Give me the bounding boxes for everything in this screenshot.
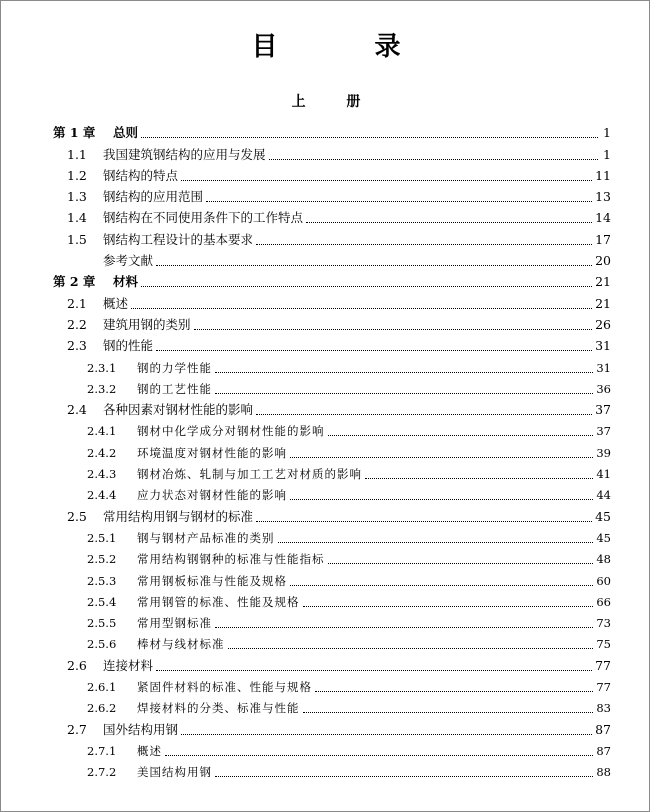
toc-entry-title: 常用钢管的标准、性能及规格: [137, 594, 300, 609]
volume-heading: 上 册: [291, 94, 379, 110]
toc-entry-title: 钢的性能: [103, 338, 154, 354]
toc-entry-page-number: 60: [596, 573, 611, 588]
toc-entry-page-number: 21: [595, 274, 611, 290]
toc-entry-page-number: 17: [595, 231, 611, 247]
toc-entry-title: 应力状态对钢材性能的影响: [137, 488, 287, 503]
dot-leader: [141, 137, 598, 138]
toc-entry-page-number: 13: [595, 189, 611, 205]
toc-section-entry[interactable]: [53, 249, 611, 270]
toc-entry-number: 2.3.1: [87, 360, 117, 375]
toc-entry-number: 2.4.3: [87, 467, 117, 482]
page-title: 目 录: [251, 32, 445, 62]
toc-entry-number: 2.5.3: [87, 573, 117, 588]
toc-entry-page-number: 31: [595, 338, 611, 354]
dot-leader: [290, 499, 593, 500]
toc-entry-title: 钢结构的应用范围: [103, 189, 204, 205]
toc-entry-page-number: 87: [595, 721, 611, 737]
dot-leader: [156, 670, 592, 671]
toc-entry-title: 钢结构的特点: [103, 167, 179, 183]
toc-section-entry[interactable]: [53, 185, 611, 206]
toc-entry-page-number: 11: [595, 167, 611, 183]
toc-section-entry[interactable]: [53, 355, 611, 376]
toc-section-entry[interactable]: [53, 462, 611, 483]
toc-entry-title: 材料: [113, 274, 139, 290]
dot-leader: [156, 265, 592, 266]
dot-leader: [303, 606, 594, 607]
toc-entry-number: 2.5.2: [87, 552, 117, 567]
toc-entry-page-number: 87: [596, 743, 611, 758]
toc-entry-page-number: 44: [596, 488, 611, 503]
toc-entry-title: 连接材料: [103, 657, 154, 673]
dot-leader: [256, 244, 592, 245]
toc-entry-number: 2.7: [67, 721, 87, 737]
toc-entry-page-number: 77: [595, 657, 611, 673]
toc-entry-title: 各种因素对钢材性能的影响: [103, 402, 254, 418]
toc-entry-title: 美国结构用钢: [137, 765, 212, 780]
toc-chapter-entry[interactable]: [53, 270, 611, 291]
toc-entry-title: 钢材中化学成分对钢材性能的影响: [137, 424, 325, 439]
toc-section-entry[interactable]: [53, 526, 611, 547]
dot-leader: [228, 648, 594, 649]
toc-entry-number: 2.5.1: [87, 530, 117, 545]
toc-section-entry[interactable]: [53, 653, 611, 674]
dot-leader: [328, 563, 594, 564]
toc-entry-title: 钢的力学性能: [137, 360, 212, 375]
toc-entry-page-number: 36: [596, 381, 611, 396]
toc-section-entry[interactable]: [53, 398, 611, 419]
toc-section-entry[interactable]: [53, 377, 611, 398]
dot-leader: [269, 159, 598, 160]
dot-leader: [303, 712, 594, 713]
toc-entry-number: 1.2: [67, 167, 87, 183]
toc-entry-page-number: 39: [596, 445, 611, 460]
dot-leader: [194, 329, 593, 330]
dot-leader: [306, 222, 592, 223]
dot-leader: [278, 542, 594, 543]
toc-section-entry[interactable]: [53, 142, 611, 163]
toc-section-entry[interactable]: [53, 611, 611, 632]
toc-section-entry[interactable]: [53, 440, 611, 461]
toc-entry-number: 1.3: [67, 189, 87, 205]
toc-entry-page-number: 45: [596, 530, 611, 545]
toc-entry-number: 2.6: [67, 657, 87, 673]
toc-entry-title: 总则: [113, 125, 139, 141]
dot-leader: [365, 478, 593, 479]
toc-entry-page-number: 45: [595, 508, 611, 524]
toc-entry-page-number: 14: [595, 210, 611, 226]
dot-leader: [215, 372, 593, 373]
toc-entry-page-number: 75: [596, 637, 611, 652]
toc-entry-page-number: 1: [603, 125, 611, 141]
toc-section-entry[interactable]: [53, 419, 611, 440]
toc-entry-number: 2.2: [67, 316, 87, 332]
toc-section-entry[interactable]: [53, 206, 611, 227]
dot-leader: [181, 734, 592, 735]
dot-leader: [181, 180, 592, 181]
toc-section-entry[interactable]: [53, 227, 611, 248]
toc-section-entry[interactable]: [53, 568, 611, 589]
toc-entry-page-number: 37: [596, 424, 611, 439]
toc-section-entry[interactable]: [53, 334, 611, 355]
toc-entry-number: 2.5.5: [87, 616, 117, 631]
toc-section-entry[interactable]: [53, 313, 611, 334]
toc-section-entry[interactable]: [53, 739, 611, 760]
toc-entry-number: 第 1 章: [53, 125, 96, 141]
toc-entry-number: 2.5.6: [87, 637, 117, 652]
toc-section-entry[interactable]: [53, 291, 611, 312]
toc-entry-number: 2.4.2: [87, 445, 117, 460]
toc-entry-page-number: 20: [595, 253, 611, 269]
dot-leader: [156, 350, 592, 351]
toc-entry-title: 钢的工艺性能: [137, 381, 212, 396]
toc-entry-number: 2.1: [67, 295, 87, 311]
toc-entry-page-number: 41: [596, 467, 611, 482]
toc-entry-title: 概述: [103, 295, 129, 311]
toc-entry-title: 钢与钢材产品标准的类别: [137, 530, 275, 545]
dot-leader: [328, 435, 594, 436]
toc-entry-title: 国外结构用钢: [103, 721, 179, 737]
toc-entry-page-number: 88: [596, 765, 611, 780]
toc-entry-page-number: 48: [596, 552, 611, 567]
toc-section-entry[interactable]: [53, 164, 611, 185]
dot-leader: [141, 286, 592, 287]
dot-leader: [165, 755, 593, 756]
toc-entry-page-number: 1: [603, 146, 611, 162]
dot-leader: [290, 585, 593, 586]
dot-leader: [215, 393, 593, 394]
toc-section-entry[interactable]: [53, 547, 611, 568]
toc-entry-number: 2.4: [67, 402, 87, 418]
toc-entry-number: 2.7.1: [87, 743, 117, 758]
dot-leader: [290, 457, 593, 458]
toc-entry-title: 紧固件材料的标准、性能与规格: [137, 680, 312, 695]
toc-entry-number: 2.4.4: [87, 488, 117, 503]
toc-entry-title: 参考文献: [103, 253, 154, 269]
toc-section-entry[interactable]: [53, 696, 611, 717]
table-of-contents: [53, 121, 611, 781]
toc-entry-title: 常用结构用钢与钢材的标准: [103, 508, 254, 524]
toc-entry-title: 常用结构钢钢种的标准与性能指标: [137, 552, 325, 567]
toc-section-entry[interactable]: [53, 590, 611, 611]
toc-entry-number: 2.6.2: [87, 701, 117, 716]
toc-entry-number: 1.1: [67, 146, 87, 162]
toc-entry-number: 2.7.2: [87, 765, 117, 780]
toc-section-entry[interactable]: [53, 717, 611, 738]
dot-leader: [131, 308, 592, 309]
toc-entry-page-number: 83: [596, 701, 611, 716]
toc-entry-number: 1.4: [67, 210, 87, 226]
toc-entry-title: 棒材与线材标准: [137, 637, 225, 652]
dot-leader: [256, 414, 592, 415]
toc-entry-number: 2.5.4: [87, 594, 117, 609]
toc-entry-number: 第 2 章: [53, 274, 96, 290]
toc-chapter-entry[interactable]: [53, 121, 611, 142]
toc-entry-title: 我国建筑钢结构的应用与发展: [103, 146, 266, 162]
dot-leader: [215, 627, 593, 628]
toc-entry-title: 钢材冶炼、轧制与加工工艺对材质的影响: [137, 467, 362, 482]
toc-entry-page-number: 31: [596, 360, 611, 375]
toc-section-entry[interactable]: [53, 632, 611, 653]
toc-entry-title: 常用型钢标准: [137, 616, 212, 631]
dot-leader: [215, 776, 593, 777]
toc-entry-title: 常用钢板标准与性能及规格: [137, 573, 287, 588]
toc-entry-page-number: 77: [596, 680, 611, 695]
toc-entry-number: 2.3: [67, 338, 87, 354]
toc-entry-number: 2.6.1: [87, 680, 117, 695]
toc-entry-title: 钢结构在不同使用条件下的工作特点: [103, 210, 304, 226]
dot-leader: [256, 521, 592, 522]
toc-entry-number: 2.5: [67, 508, 87, 524]
toc-entry-page-number: 21: [595, 295, 611, 311]
toc-section-entry[interactable]: [53, 760, 611, 781]
toc-entry-title: 概述: [137, 743, 162, 758]
toc-entry-title: 建筑用钢的类别: [103, 316, 191, 332]
toc-section-entry[interactable]: [53, 483, 611, 504]
toc-section-entry[interactable]: [53, 675, 611, 696]
toc-entry-page-number: 37: [595, 402, 611, 418]
toc-entry-number: 1.5: [67, 231, 87, 247]
toc-entry-title: 焊接材料的分类、标准与性能: [137, 701, 300, 716]
toc-entry-number: 2.3.2: [87, 381, 117, 396]
toc-entry-number: 2.4.1: [87, 424, 117, 439]
dot-leader: [315, 691, 593, 692]
toc-entry-page-number: 26: [595, 316, 611, 332]
toc-entry-page-number: 66: [596, 594, 611, 609]
toc-entry-title: 环境温度对钢材性能的影响: [137, 445, 287, 460]
toc-entry-title: 钢结构工程设计的基本要求: [103, 231, 254, 247]
dot-leader: [206, 201, 592, 202]
toc-section-entry[interactable]: [53, 504, 611, 525]
toc-entry-page-number: 73: [596, 616, 611, 631]
